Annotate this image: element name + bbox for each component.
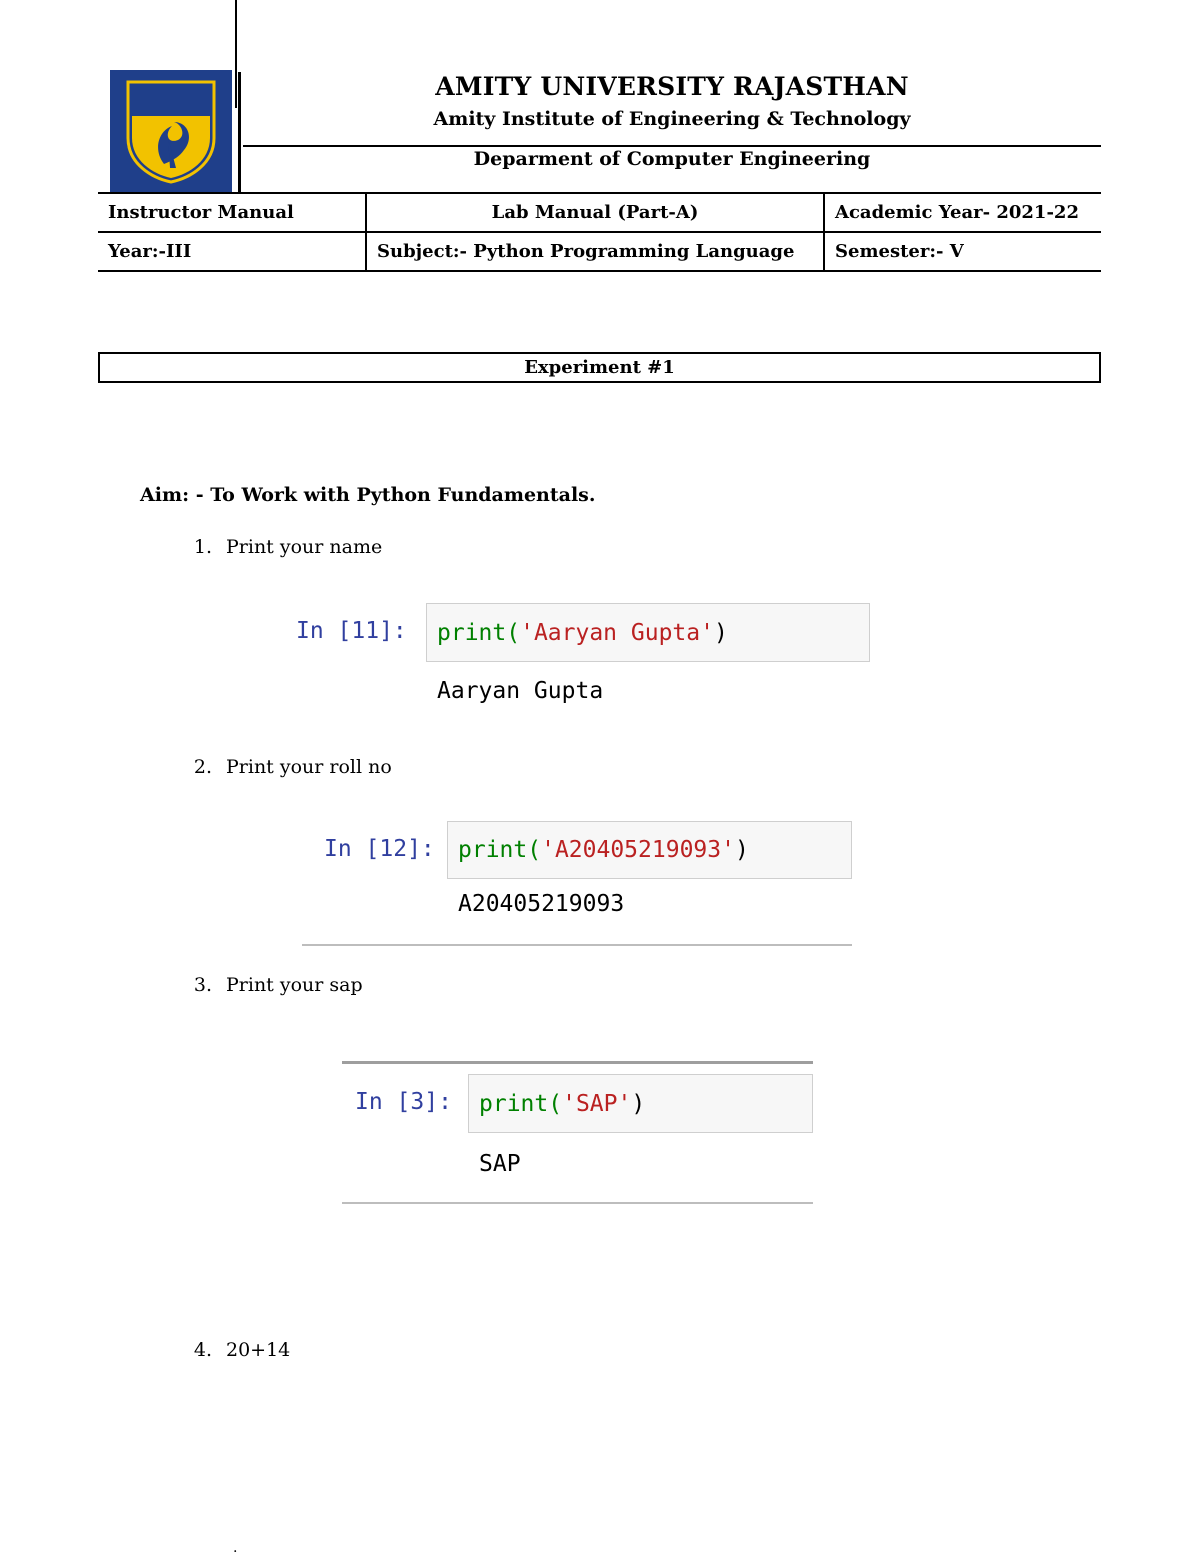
table-cell: Semester:- V [824, 232, 1101, 271]
shield-icon [124, 78, 218, 184]
department-name: Deparment of Computer Engineering [473, 148, 871, 170]
experiment-title: Experiment #1 [98, 352, 1101, 383]
code-string: 'Aaryan Gupta' [520, 619, 714, 646]
top-divider [235, 0, 237, 108]
list-text: Print your sap [226, 974, 363, 996]
cell-divider [342, 1061, 813, 1064]
code-function: print( [458, 837, 542, 863]
cell-output: A20405219093 [458, 891, 625, 917]
cell-prompt: In [3]: [355, 1089, 452, 1115]
table-cell: Instructor Manual [98, 193, 366, 232]
table-cell: Year:-III [98, 232, 366, 271]
list-number: 4. [193, 1339, 212, 1361]
logo-separator [238, 72, 241, 192]
code-cell[interactable] [426, 603, 870, 662]
list-item [176, 974, 363, 996]
code-paren: ) [631, 1090, 646, 1117]
list-text: Print your name [226, 536, 383, 558]
course-info-table [98, 192, 1101, 272]
table-cell: Subject:- Python Programming Language [366, 232, 824, 271]
code-string: 'SAP' [562, 1090, 632, 1117]
cell-output: SAP [479, 1151, 521, 1177]
table-cell: Academic Year- 2021-22 [824, 193, 1101, 232]
cell-output: Aaryan Gupta [437, 678, 604, 704]
code-string: 'A20405219093' [541, 837, 735, 863]
code-paren: ) [713, 619, 728, 646]
cell-prompt: In [11]: [296, 618, 407, 644]
cell-divider [302, 944, 852, 946]
code-cell[interactable] [468, 1074, 813, 1133]
cell-divider [342, 1202, 813, 1204]
amity-logo [110, 70, 232, 192]
list-text: Print your roll no [226, 756, 392, 778]
code-function: print( [437, 619, 521, 646]
institute-name: Amity Institute of Engineering & Technology [433, 108, 911, 130]
list-number: 2. [193, 756, 212, 778]
list-text: 20+14 [226, 1339, 291, 1361]
code-function: print( [479, 1090, 563, 1117]
aim-heading: Aim: - To Work with Python Fundamentals. [140, 484, 596, 506]
cell-prompt: In [12]: [324, 836, 435, 862]
table-row [98, 193, 1101, 232]
list-item [176, 1339, 290, 1361]
list-item [176, 756, 392, 778]
list-number: 1. [193, 536, 212, 558]
table-cell: Lab Manual (Part-A) [366, 193, 824, 232]
footer-mark: . [233, 1540, 238, 1556]
code-paren: ) [734, 837, 749, 863]
list-number: 3. [193, 974, 212, 996]
code-cell[interactable] [447, 821, 852, 879]
list-item [176, 536, 382, 558]
header-divider [243, 145, 1101, 147]
university-title: AMITY UNIVERSITY RAJASTHAN [435, 72, 909, 101]
table-row [98, 232, 1101, 271]
